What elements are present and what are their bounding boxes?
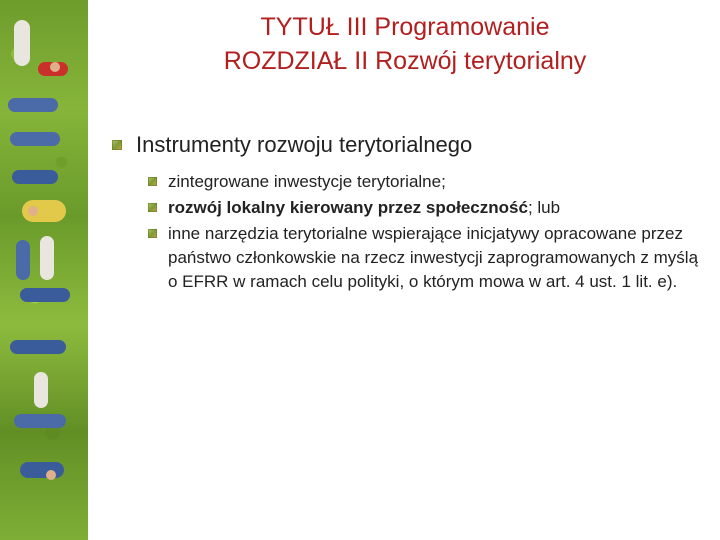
person-figure [16,240,30,280]
title-line-1: TYTUŁ III Programowanie [260,13,550,41]
person-figure [14,20,30,66]
square-bullet-icon [148,229,157,238]
square-bullet-icon [148,203,157,212]
person-figure [40,236,54,280]
sub-bullet-item-2 [146,196,700,220]
sub-bullet-item-1 [146,170,700,194]
slide-content [110,130,700,296]
sub-bullet-text-1: zintegrowane inwestycje terytorialne; [168,172,446,191]
main-bullet-text: Instrumenty rozwoju terytorialnego [136,132,473,157]
person-head [50,62,60,72]
sub-bullet-item-3 [146,222,700,294]
person-figure [10,132,60,146]
person-figure [20,288,70,302]
sub-bullet-text-3: inne narzędzia terytorialne wspierające inicjatywy opracowane przez państwo członkowskie na rzecz inwestycji zaprogramowanych z myślą o EFRR w ramach celu polityki, o którym mowa w art. 4 ust. 1 lit. e). [168,224,699,291]
sub-bullet-text-2-rest: ; lub [527,198,561,217]
person-figure [14,414,66,428]
main-bullet-item [110,130,700,160]
sub-bullet-text-2-bold: rozwój lokalny kierowany przez społeczność [168,198,528,217]
title-line-2: ROZDZIAŁ II Rozwój terytorialny [223,47,587,75]
grass-people-photo-strip [0,0,88,540]
person-head [28,206,38,216]
person-figure [10,340,66,354]
person-figure [12,170,58,184]
square-bullet-icon [112,140,122,150]
person-head [46,470,56,480]
person-figure [8,98,58,112]
person-figure [34,372,48,408]
slide-title [100,10,710,78]
square-bullet-icon [148,177,157,186]
person-figure [20,462,64,478]
